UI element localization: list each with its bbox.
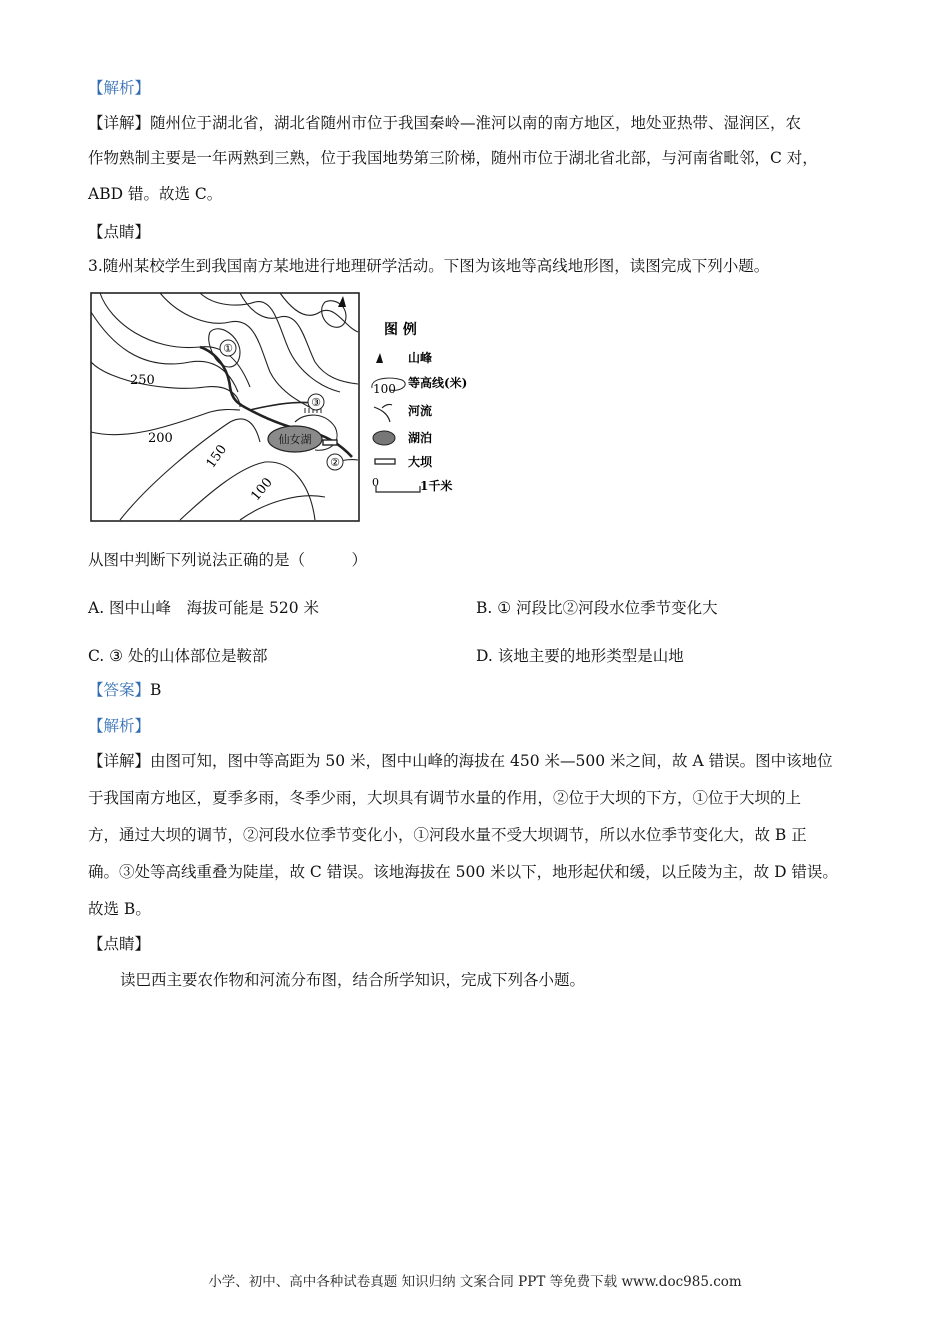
legend-contour-value: 100	[373, 382, 396, 396]
legend-dam-icon	[375, 459, 395, 464]
page-footer	[0, 1270, 950, 1290]
scale-bar	[376, 486, 420, 492]
answer-value: B	[150, 681, 162, 699]
option-c: C. ③ 处的山体部位是鞍部	[88, 647, 268, 665]
answer-line	[88, 678, 161, 702]
scale-zero: 0	[372, 476, 379, 489]
question-stem: 3.随州某校学生到我国南方某地进行地理研学活动。下图为该地等高线地形图，读图完成下列小题。	[88, 257, 770, 275]
detail-line: 确。③处等高线重叠为陡崖，故 C 错误。该地海拔在 500 米以下，地形起伏和缓，以丘陵为主，故 D 错误。	[88, 863, 838, 881]
contour-label: 100	[248, 475, 276, 504]
contour-label: 250	[130, 373, 155, 388]
contour-label: 200	[148, 431, 173, 446]
legend-item: 湖泊	[408, 431, 433, 445]
point-3-label: ③	[311, 396, 321, 409]
detail-line: 方，通过大坝的调节，②河段水位季节变化小，①河段水量不受大坝调节，所以水位季节变化大，故 B 正	[88, 826, 807, 844]
contour-map	[90, 292, 470, 524]
detail-line: 作物熟制主要是一年两熟到三熟，位于我国地势第三阶梯，随州市位于湖北省北部，与河南省毗邻，C 对，	[88, 149, 818, 167]
legend-peak-icon	[376, 353, 383, 363]
comment-tag: 【点睛】	[88, 935, 151, 953]
legend-title: 图 例	[384, 322, 417, 338]
option-d: D. 该地主要的地形类型是山地	[476, 647, 684, 665]
contour-label: 150	[203, 442, 231, 472]
detail-line: 【详解】由图可知，图中等高距为 50 米，图中山峰的海拔在 450 米—500 米之间，故 A 错误。图中该地位	[88, 752, 833, 770]
analysis-tag: 【解析】	[88, 717, 151, 735]
legend-item: 大坝	[408, 455, 433, 469]
legend-item: 河流	[408, 404, 433, 418]
dam	[323, 440, 337, 445]
footer-url[interactable]: www.doc985.com	[621, 1274, 742, 1290]
scale-label: 1千米	[420, 479, 453, 493]
legend-item: 等高线(米)	[408, 376, 468, 390]
comment-tag: 【点睛】	[88, 223, 151, 241]
point-2-label: ②	[330, 456, 340, 469]
detail-line: ABD 错。故选 C。	[88, 185, 223, 203]
option-b: B. ① 河段比②河段水位季节变化大	[476, 599, 718, 617]
lake-label: 仙女湖	[278, 433, 312, 446]
question-stem: 读巴西主要农作物和河流分布图，结合所学知识，完成下列各小题。	[120, 971, 586, 989]
legend-lake-icon	[373, 431, 395, 445]
detail-line: 故选 B。	[88, 900, 151, 918]
question-prompt: 从图中判断下列说法正确的是（ ）	[88, 551, 368, 569]
option-a: A. 图中山峰 海拔可能是 520 米	[88, 599, 319, 617]
detail-line: 【详解】随州位于湖北省，湖北省随州市位于我国秦岭—淮河以南的南方地区，地处亚热带、湿润区，农	[88, 114, 802, 132]
analysis-tag: 【解析】	[88, 79, 151, 97]
legend-item: 山峰	[408, 351, 433, 365]
detail-line: 于我国南方地区，夏季多雨，冬季少雨，大坝具有调节水量的作用，②位于大坝的下方，①位于大坝的上	[88, 789, 802, 807]
footer-text: 小学、初中、高中各种试卷真题 知识归纳 文案合同 PPT 等免费下载	[208, 1274, 618, 1290]
point-1-label: ①	[223, 342, 233, 355]
answer-tag: 【答案】	[88, 681, 151, 699]
peak-icon	[338, 296, 346, 307]
